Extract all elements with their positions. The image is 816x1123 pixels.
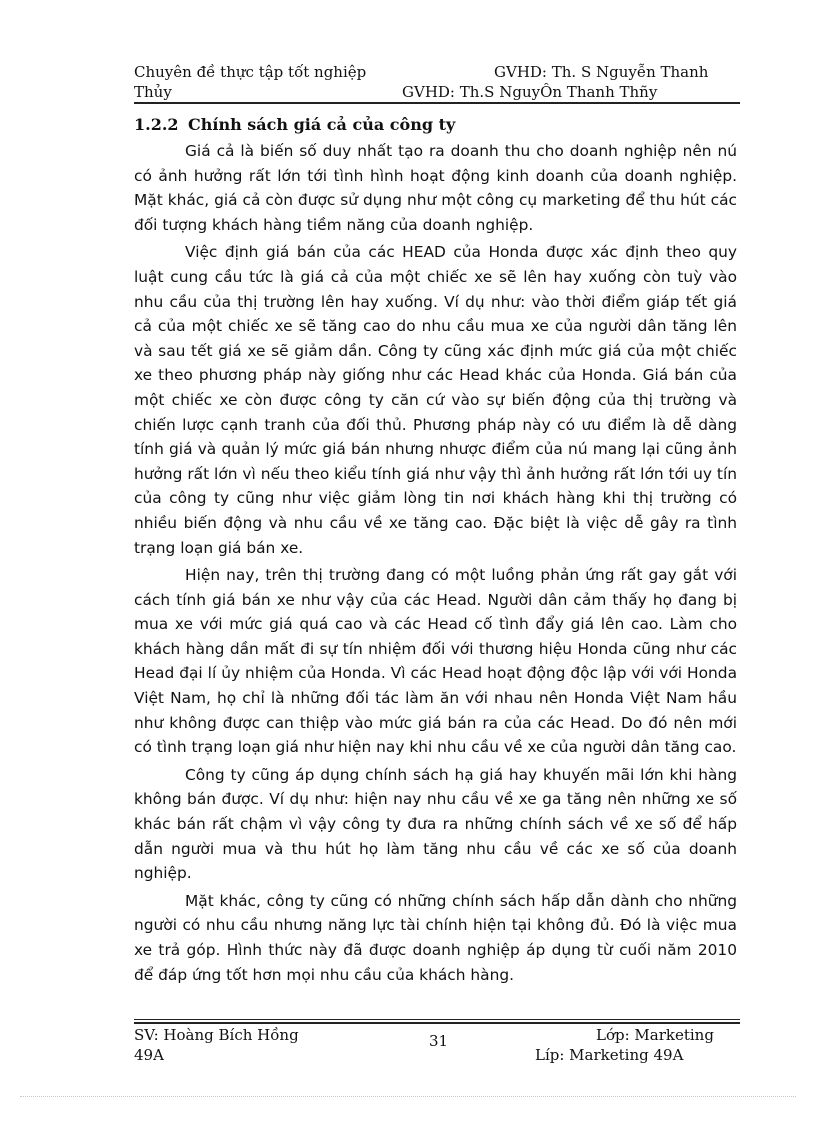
header-left-line1: Chuyên đề thực tập tốt nghiệp (134, 63, 367, 81)
paragraph: Công ty cũng áp dụng chính sách hạ giá hay khuyến mãi lớn khi hàng không bán được. Ví dụ như: hiện nay nhu cầu về xe ga tăng nên những xe số khác bán rất chậm vì vậy công ty đưa ra những chính sách về xe số để hấp dẫn người mua và thu hút họ làm tăng nhu cầu về các xe số của doanh nghiệp. (134, 765, 737, 883)
page-edge-dotted-line (20, 1096, 796, 1097)
header-right-line1: GVHD: Th. S Nguyễn Thanh (494, 63, 709, 81)
paragraph: Hiện nay, trên thị trường đang có một luồng phản ứng rất gay gắt với cách tính giá bán xe như vậy của các Head. Người dân cảm thấy họ đang bị mua xe với mức giá quá cao và các Head cố tình đẩy giá lên cao. Làm cho khách hàng dần mất đi sự tín nhiệm đối với thương hiệu Honda cũng như các Head đại lí ủy nhiệm của Honda. Vì các Head hoạt động độc lập với với Honda Việt Nam, họ chỉ là những đối tác làm ăn với nhau nên Honda Việt Nam hầu như không được can thiệp vào mức giá bán ra của các Head. Do đó nên mới có tình trạng loạn giá như hiện nay khi nhu cầu về xe của người dân tăng cao. (134, 566, 737, 757)
page-number: 31 (429, 1032, 449, 1050)
footer-rule-top (134, 1019, 740, 1020)
footer-right-line2: Líp: Marketing 49A (535, 1046, 684, 1064)
footer-student: SV: Hoàng Bích Hồng (134, 1026, 299, 1044)
footer-rule-bottom (134, 1022, 740, 1024)
section-heading (134, 115, 455, 134)
section-title: Chính sách giá cả của công ty (188, 115, 456, 134)
paragraph: Việc định giá bán của các HEAD của Honda được xác định theo quy luật cung cầu tức là giá cả của một chiếc xe sẽ lên hay xuống còn tuỳ vào nhu cầu của thị trường lên hay xuống. Ví dụ như: vào thời điểm giáp tết giá cả của một chiếc xe sẽ tăng cao do nhu cầu mua xe của người dân tăng lên và sau tết giá xe sẽ giảm dần. Công ty cũng xác định mức giá của một chiếc xe theo phương pháp này giống như các Head khác của Honda. Giá bán của một chiếc xe còn được công ty căn cứ vào sự biến động của thị trường và chiến lược cạnh tranh của đối thủ. Phương pháp này có ưu điểm là dễ dàng tính giá và quản lý mức giá bán nhưng nhược điểm của nú mang lại cũng ảnh hưởng rất lớn vì nếu theo kiểu tính giá như vậy thì ảnh hưởng rất lớn tới uy tín của công ty cũng như việc giảm lòng tin nơi khách hàng khi thị trường có nhiều biến động và nhu cầu về xe tăng cao. Đặc biệt là việc dễ gây ra tình trạng loạn giá bán xe. (134, 243, 737, 557)
body-text (134, 139, 737, 990)
paragraph: Mặt khác, công ty cũng có những chính sách hấp dẫn dành cho những người có nhu cầu nhưng năng lực tài chính hiện tại không đủ. Đó là việc mua xe trả góp. Hình thức này đã được doanh nghiệp áp dụng từ cuối năm 2010 để đáp ứng tốt hơn mọi nhu cầu của khách hàng. (134, 891, 737, 984)
header-left-line2: Thủy (134, 83, 172, 101)
paragraph: Giá cả là biến số duy nhất tạo ra doanh thu cho doanh nghiệp nên nú có ảnh hưởng rất lớn tới tình hình hoạt động kinh doanh của doanh nghiệp. Mặt khác, giá cả còn được sử dụng như một công cụ marketing để thu hút các đối tượng khách hàng tiềm năng của doanh nghiệp. (134, 142, 737, 234)
footer-class: Lớp: Marketing (596, 1026, 714, 1044)
header-rule (134, 102, 740, 104)
header-right-line2: GVHD: Th.S NguyÔn Thanh Thñy (402, 83, 658, 101)
footer-left-line2: 49A (134, 1046, 164, 1064)
section-number: 1.2.2 (134, 115, 179, 134)
